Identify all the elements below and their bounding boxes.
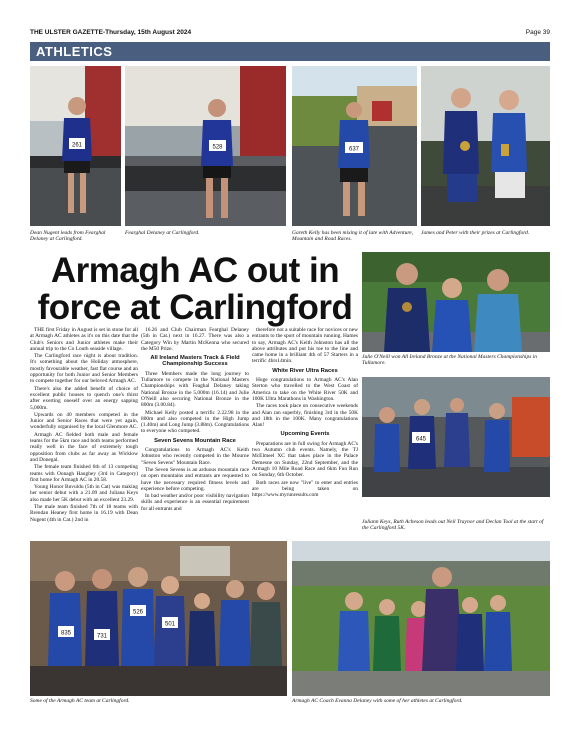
caption-carlingford-start: Juliann Keys, Ruth Acheson leads out Neil Traynor and Declan Tool at the start of the Carlingford 5K. (362, 519, 544, 532)
paragraph: 16.26 and Club Chairman Fearghal Delaney (5th in Cat.) next in 16.27. There was also a Category Win by Martin McKenna who secured the M50 Prize. (141, 327, 249, 352)
paragraph: The Carlingford race night is about tradition. It's something about the Holiday atmosphere, mostly favourable weather, fast flat course and an opportunity for both Junior and Senior Members to compete together for our beloved Armagh AC. (30, 353, 138, 385)
bib-number: 528 (212, 144, 223, 151)
bib-number: 835 (60, 630, 72, 637)
caption-james-and-peter: James and Peter with their prizes at Carlingford. (421, 230, 530, 236)
article-headline: Armagh AC out in force at Carlingford (37, 251, 353, 327)
section-title: ATHLETICS (36, 44, 113, 59)
subheading: All Ireland Masters Track & Field Championship Success (150, 355, 240, 368)
subheading: White River Ultra Races (272, 367, 338, 374)
paragraph: Congratulations to Armagh AC's Keith Johnston who recently competed in the Mourne "Seven Sevens" Mountain Race. (141, 447, 249, 466)
bib-number: 731 (96, 633, 108, 640)
photo-julie-oneill-group (362, 252, 550, 352)
caption-gareth-kelly: Gareth Kelly has been mixing it of late with Adventure, Mountain and Road Races. (292, 230, 414, 243)
paragraph: therefore not a suitable race for novices or new entrants to the sport of mountain running. Hames to say, Armagh AC's Keith Johnston has all the above attributes and put his toe to the line and came home in a brilliant 4th of 57 Starters in a terrific 4hrs14min. (252, 327, 358, 365)
bib-number: 645 (415, 436, 427, 443)
section-banner (30, 42, 550, 61)
photo-james-and-peter (421, 66, 550, 226)
photo-fearghal-delaney (125, 66, 286, 226)
paragraph: The male team finished 7th of 18 teams with Brendan Heaney first home in 16.19 with Dean Nugent (4th in Cat.) 2nd in (30, 504, 138, 523)
caption-dean-nugent: Dean Nugent leads from Fearghal Delaney at Carlingford. (30, 230, 106, 243)
paragraph: In bad weather and/or poor visibility navigation skills and experience is an essential requirement for all entrants and (141, 493, 249, 512)
paragraph: Huge congratulations to Armagh AC's Alan Sterton who travelled to the West Coast of America to take on the White River 50K and 100K Ultra Marathons in Washington. (252, 377, 358, 402)
paragraph: Three Members made the long journey to Tullamore to compete in the National Masters Championships with Feaghal Delaney taking National Bronze in the 5,000m (16.14) and Julie O'Neill also securing National Bronze in the 800m (3.00.84). (141, 370, 249, 409)
article-column-2 (141, 327, 249, 513)
caption-fearghal-delaney: Fearghal Delaney at Carlingford. (125, 230, 200, 236)
paragraph: Armagh AC fielded both male and female teams for the 5km race and both teams performed really well in the face of extremely tough opposition from clubs as far away as Wicklow and Donegal. (30, 431, 138, 463)
page-header (30, 27, 550, 39)
paragraph: The female team finished 6th of 13 competing teams with Oonagh Haughey (3rd in Category) first home for Armagh AC in 20.58. (30, 464, 138, 483)
paragraph: Young Honor Buvuldu (5th in Cat) was making her senior debut with a 21.09 and Juliana Keys also made her 5K debut with an excellent 23.29. (30, 484, 138, 503)
newspaper-dateline: THE ULSTER GAZETTE-Thursday, 15th August 2024 (30, 29, 192, 36)
subheading: Upcoming Events (280, 431, 330, 438)
bib-number: 261 (71, 142, 83, 149)
paragraph: Upwards on 40 members competed in the Junior and Senior Races that were yet again, wonderfully organised by the local Glenmore AC. (30, 411, 138, 431)
paragraph: The races took place on consecutive weekends and Alan ran superbly, finishing 3rd in the 50K and 18th in the 100K. Many congratulations Alan! (252, 403, 358, 429)
photo-coach-evanna (292, 541, 550, 696)
paragraph: Preparations are in full swing for Armagh AC's two Autumn club events. Namely, the TJ McElmeel XC that takes place in the Palace Demesne on Sunday, 22nd September, and the Armagh 10 Mile Road Race and 6km Fun Run on Sunday, 6th October. (252, 440, 358, 479)
subheading: Seven Sevens Mountain Race (154, 437, 236, 444)
caption-coach-evanna: Armagh AC Coach Evanna Delaney with some of her athletes at Carlingford. (292, 698, 463, 704)
photo-carlingford-start (362, 377, 550, 497)
article-column-3 (252, 327, 358, 499)
paragraph: There's also the added benefit of choice of excellent public houses to quench one's thirst after exerting oneself over an energy sapping 5,000m. (30, 385, 138, 411)
bib-number: 501 (164, 621, 176, 628)
photo-gareth-kelly (292, 66, 417, 226)
bib-number: 526 (132, 609, 144, 616)
article-column-1 (30, 327, 138, 524)
paragraph: THE first Friday in August is set in stone for all at Armagh AC athletes as it's on this date that the Club's Seniors and Junior athletes make their annual trip to the Co Louth seaside village. (30, 327, 138, 352)
photo-dean-nugent (30, 66, 121, 226)
caption-armagh-team: Some of the Armagh AC team at Carlingford. (30, 698, 130, 704)
page-number: Page 39 (525, 29, 550, 36)
bib-number: 637 (348, 146, 360, 153)
paragraph: Both races are now "live" to enter and entries are being taken on https://www.myrunresults.com (252, 479, 358, 499)
paragraph: Michael Kelly posted a terrific 2.22.98 in the 800m and also competed in the High Jump (1.40m) and Long Jump (3.88m). Congratulations to everyone who competed. (141, 409, 249, 435)
photo-armagh-team (30, 541, 287, 696)
caption-julie-oneill: Julie O'Neill won All Ireland Bronze at the National Masters Championships in Tullamore. (362, 354, 537, 367)
paragraph: The Seven Sevens is an arduous mountain race on open mountains and entrants are requested to have the necessary required fitness levels and experience before competing. (141, 466, 249, 492)
